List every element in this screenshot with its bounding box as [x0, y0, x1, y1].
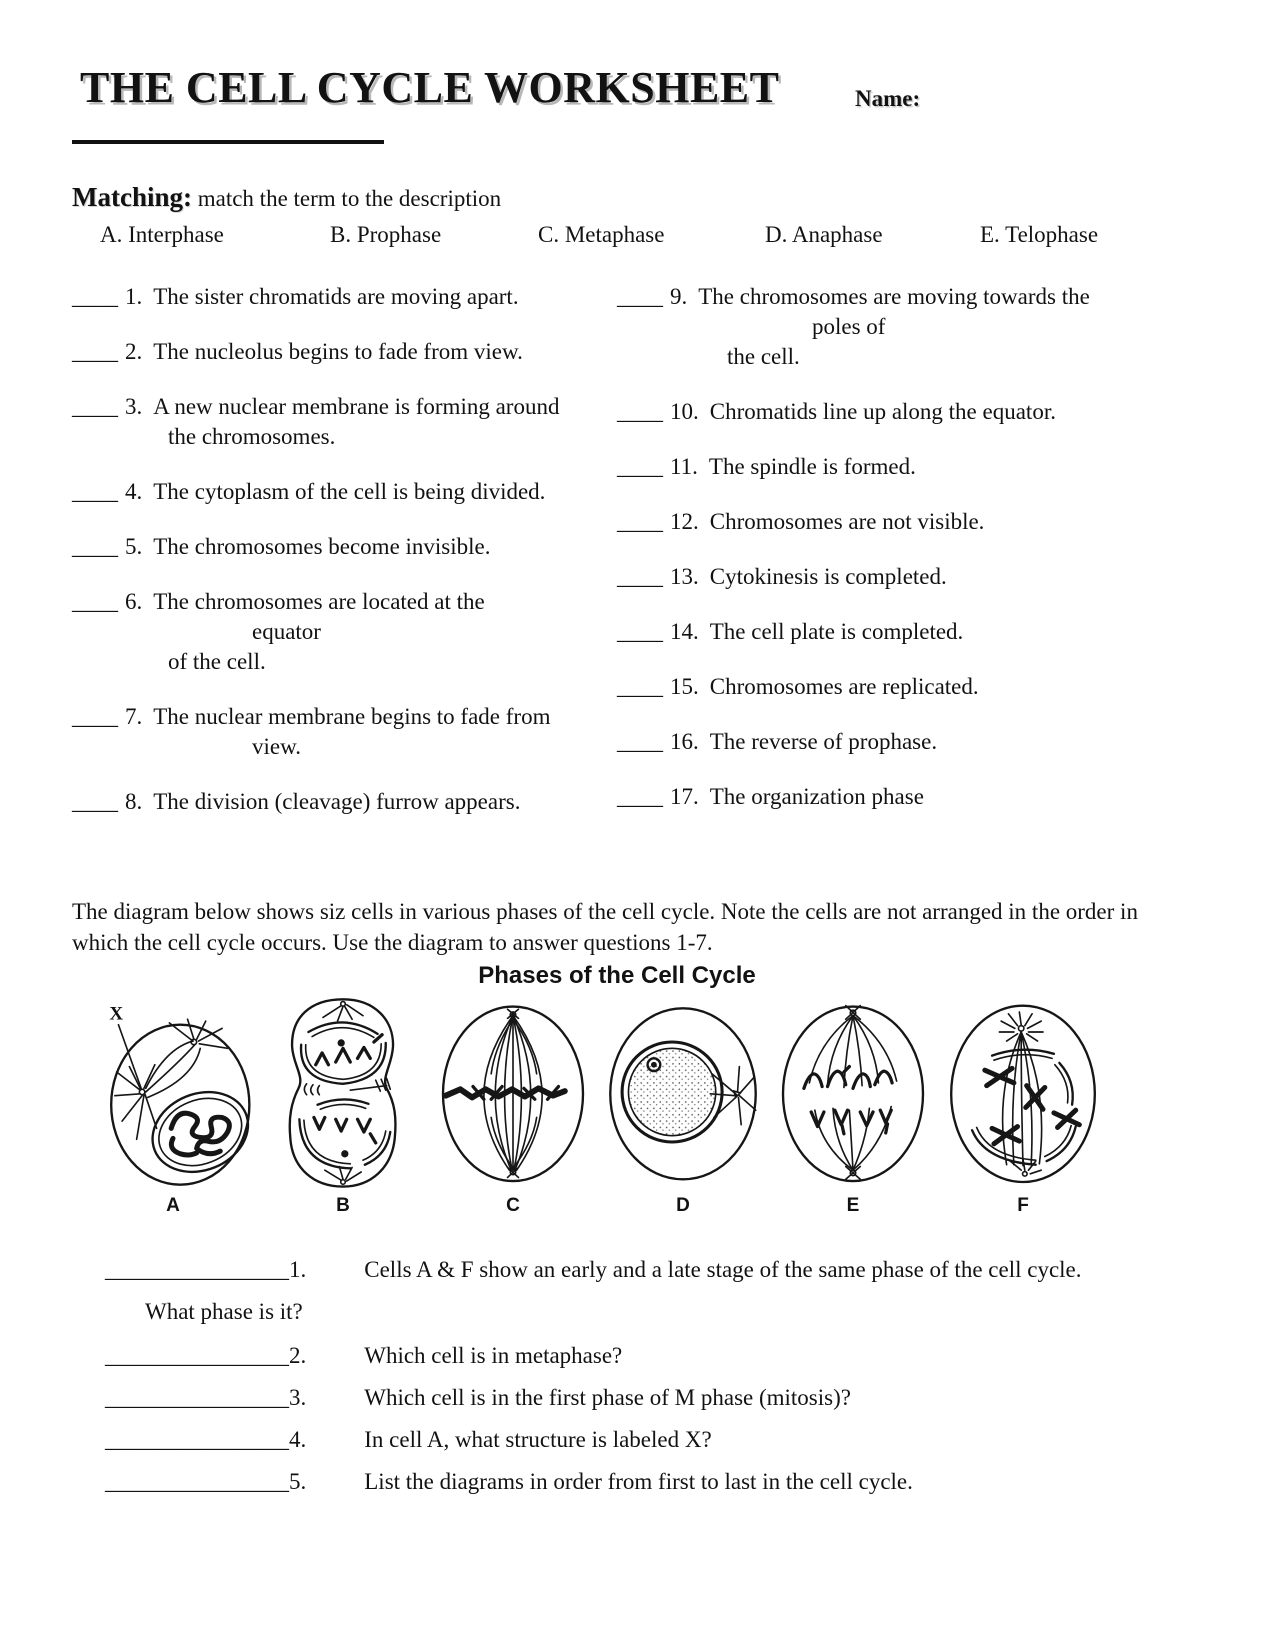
question-text: Which cell is in the first phase of M phase (mitosis)?	[364, 1385, 851, 1410]
item-number: 1.	[125, 284, 143, 309]
answer-blank: ________________	[105, 1343, 289, 1368]
telophase-cell-b-icon	[258, 992, 428, 1192]
matching-item-11	[617, 452, 1207, 482]
item-text: The spindle is formed.	[708, 454, 916, 479]
item-text: The chromosomes become invisible.	[153, 534, 491, 559]
question-2	[105, 1341, 1207, 1371]
item-text: A new nuclear membrane is forming around	[153, 394, 560, 419]
question-number: 2.	[289, 1343, 307, 1368]
matching-item-5	[72, 532, 617, 562]
matching-item-2	[72, 337, 617, 367]
cell-a	[88, 992, 258, 1217]
item-text: Cytokinesis is completed.	[709, 564, 947, 589]
page-title: THE CELL CYCLE WORKSHEET	[80, 63, 780, 112]
chromosomes-top	[804, 1067, 892, 1089]
question-text: List the diagrams in order from first to last in the cell cycle.	[364, 1469, 913, 1494]
matching-item-10	[617, 397, 1207, 427]
matching-item-14	[617, 617, 1207, 647]
spindle-fibers-bottom	[815, 1107, 891, 1180]
question-text: In cell A, what structure is labeled X?	[364, 1427, 712, 1452]
spindle-fibers	[146, 1019, 228, 1097]
matching-item-12	[617, 507, 1207, 537]
question-text: Cells A & F show an early and a late stage of the same phase of the cell cycle.	[364, 1257, 1082, 1282]
term-prophase: B. Prophase	[330, 222, 442, 247]
answer-blank: ________________	[105, 1427, 289, 1452]
metaphase-cell-c-icon	[428, 992, 598, 1192]
x-pointer-line	[118, 1025, 141, 1089]
diagram-intro-paragraph: The diagram below shows siz cells in various phases of the cell cycle. Note the cells are not arranged in the order in which the cell cycle occurs. Use the diagram to answer questions 1-7.	[72, 899, 1138, 955]
interphase-cell-a-icon	[88, 992, 258, 1192]
answer-blank: ____	[617, 509, 663, 534]
content	[72, 182, 1207, 1509]
top-nucleus	[301, 1022, 386, 1083]
question-1-continuation: What phase is it?	[145, 1299, 303, 1324]
matching-instruction: match the term to the description	[197, 186, 502, 211]
cell-d	[598, 992, 768, 1217]
item-number: 14.	[670, 619, 699, 644]
cell-e	[768, 992, 938, 1217]
item-text: The division (cleavage) furrow appears.	[153, 789, 521, 814]
cell-label-b: B	[336, 1195, 350, 1216]
aster-icon	[508, 1167, 519, 1177]
matching-heading	[72, 182, 1207, 213]
matching-item-3	[72, 392, 617, 452]
term-anaphase: D. Anaphase	[765, 222, 883, 247]
item-number: 17.	[670, 784, 699, 809]
item-number: 12.	[670, 509, 699, 534]
diagram-questions	[72, 1255, 1207, 1497]
question-number: 1.	[289, 1257, 307, 1282]
item-text-cont: the chromosomes.	[168, 424, 336, 449]
aster-icon	[508, 1009, 519, 1018]
term-interphase: A. Interphase	[100, 222, 224, 247]
item-number: 15.	[670, 674, 699, 699]
name-label: Name:	[855, 86, 921, 111]
x-structure-label: X	[109, 1003, 124, 1025]
item-text: The cell plate is completed.	[709, 619, 964, 644]
interphase-cell-d-icon	[598, 992, 768, 1192]
matching-item-9	[617, 282, 1207, 372]
cell-c	[428, 992, 598, 1217]
item-text: Chromosomes are replicated.	[709, 674, 979, 699]
matching-item-8	[72, 787, 617, 817]
answer-blank: ____	[617, 729, 663, 754]
matching-item-1	[72, 282, 617, 312]
answer-blank: ____	[72, 284, 118, 309]
item-text-cont: of the cell.	[168, 649, 266, 674]
nucleus	[140, 1078, 258, 1186]
item-number: 16.	[670, 729, 699, 754]
answer-blank: ____	[72, 704, 118, 729]
item-number: 2.	[125, 339, 143, 364]
matching-item-16	[617, 727, 1207, 757]
item-text: The nuclear membrane begins to fade from	[153, 704, 551, 729]
term-telophase: E. Telophase	[980, 222, 1099, 247]
item-text: The cytoplasm of the cell is being divided.	[153, 479, 546, 504]
cleavage-furrow	[304, 1078, 390, 1094]
bottom-nucleus	[299, 1099, 390, 1168]
term-metaphase: C. Metaphase	[538, 222, 665, 247]
cell-label-a: A	[166, 1195, 180, 1216]
question-number: 4.	[289, 1427, 307, 1452]
item-text-cont: poles of	[812, 314, 886, 339]
item-number: 5.	[125, 534, 143, 559]
prophase-cell-f-icon	[938, 992, 1108, 1192]
question-3	[105, 1383, 1207, 1413]
matching-item-4	[72, 477, 617, 507]
cell-diagram	[88, 992, 1207, 1217]
answer-blank: ____	[617, 399, 663, 424]
matching-item-7	[72, 702, 617, 762]
item-number: 11.	[670, 454, 698, 479]
item-text: The organization phase	[709, 784, 924, 809]
answer-blank: ____	[72, 789, 118, 814]
item-number: 6.	[125, 589, 143, 614]
chromatin-squiggle	[171, 1113, 229, 1155]
answer-blank: ____	[72, 534, 118, 559]
cell-label-e: E	[846, 1195, 860, 1216]
question-number: 3.	[289, 1385, 307, 1410]
question-number: 5.	[289, 1469, 307, 1494]
diagram-title: Phases of the Cell Cycle	[478, 962, 756, 989]
item-text: Chromosomes are not visible.	[709, 509, 985, 534]
answer-blank: ________________	[105, 1257, 289, 1282]
item-text: The reverse of prophase.	[709, 729, 938, 754]
cell-f	[938, 992, 1108, 1217]
item-number: 9.	[670, 284, 688, 309]
matching-right-column	[617, 282, 1207, 842]
item-number: 8.	[125, 789, 143, 814]
item-text: The sister chromatids are moving apart.	[153, 284, 519, 309]
item-text: The chromosomes are located at the	[153, 589, 485, 614]
matching-item-15	[617, 672, 1207, 702]
question-1	[105, 1255, 1207, 1285]
answer-blank: ________________	[105, 1469, 289, 1494]
question-text: Which cell is in metaphase?	[364, 1343, 623, 1368]
answer-blank: ____	[617, 619, 663, 644]
aster-icon	[323, 1002, 363, 1022]
item-number: 3.	[125, 394, 143, 419]
name-underline	[72, 140, 384, 144]
answer-blank: ____	[72, 339, 118, 364]
aster-icon	[325, 1167, 361, 1185]
answer-blank: ____	[617, 674, 663, 699]
item-number: 7.	[125, 704, 143, 729]
matching-item-6	[72, 587, 617, 677]
item-text-cont: view.	[252, 734, 301, 759]
anaphase-cell-e-icon	[768, 992, 938, 1192]
question-5	[105, 1467, 1207, 1497]
cell-label-d: D	[676, 1195, 690, 1216]
matching-left-column	[72, 282, 617, 842]
item-number: 13.	[670, 564, 699, 589]
answer-blank: ____	[72, 394, 118, 419]
aster-icon	[115, 1065, 157, 1140]
item-text-cont: equator	[252, 619, 321, 644]
matching-item-17	[617, 782, 1207, 812]
answer-blank: ____	[72, 479, 118, 504]
matching-heading-bold: Matching:	[72, 182, 192, 212]
question-4	[105, 1425, 1207, 1455]
cell-label-c: C	[506, 1195, 520, 1216]
answer-blank: ____	[617, 454, 663, 479]
item-number: 10.	[670, 399, 699, 424]
nucleus	[622, 1042, 722, 1142]
item-text: The chromosomes are moving towards the	[698, 284, 1090, 309]
answer-blank: ____	[617, 564, 663, 589]
item-text: Chromatids line up along the equator.	[709, 399, 1056, 424]
item-number: 4.	[125, 479, 143, 504]
terms-row	[72, 222, 1207, 248]
matching-columns	[72, 282, 1207, 842]
spindle-fibers-top	[809, 1006, 896, 1088]
item-text-cont: the cell.	[727, 344, 800, 369]
answer-blank: ____	[617, 784, 663, 809]
cell-label-f: F	[1017, 1195, 1029, 1216]
answer-blank: ________________	[105, 1385, 289, 1410]
matching-item-13	[617, 562, 1207, 592]
cell-b	[258, 992, 428, 1217]
answer-blank: ____	[72, 589, 118, 614]
answer-blank: ____	[617, 284, 663, 309]
item-text: The nucleolus begins to fade from view.	[153, 339, 523, 364]
